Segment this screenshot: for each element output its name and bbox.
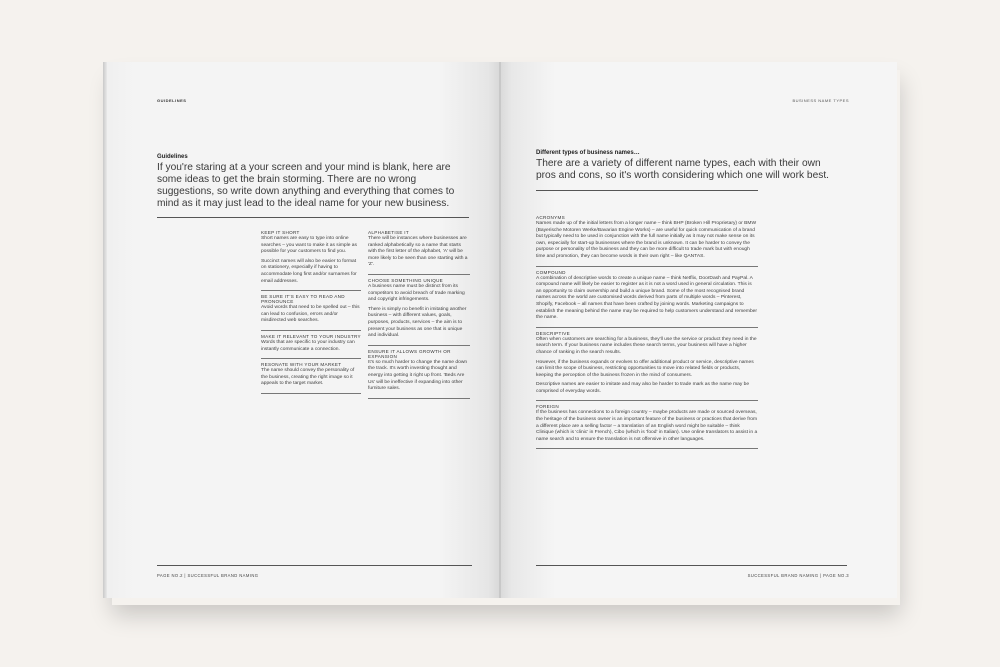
right-intro <box>536 150 836 191</box>
section-body <box>261 368 361 388</box>
section-heading: RESONATE WITH YOUR MARKET <box>261 362 342 368</box>
section-body <box>261 236 361 285</box>
section-body <box>536 337 758 396</box>
guideline-section <box>261 294 361 331</box>
guideline-section <box>261 362 361 394</box>
section-paragraph: Words that are specific to your industry can instantly communicate a connection. <box>261 339 355 352</box>
right-page <box>500 62 897 598</box>
section-heading: BE SURE IT'S EASY TO READ AND PRONOUNCE <box>261 294 345 305</box>
right-footer-rule <box>536 565 847 566</box>
right-sections <box>536 215 758 452</box>
left-lead: If you're staring at a your screen and your mind is blank, here are some ideas to get the brain storming. There are no wrong suggestions, so write down anything and everything that comes to mind as it may just lead to the ideal name for your new business. <box>157 162 455 209</box>
section-paragraph: However, if the business expands or evolves to offer additional product or service, descriptive names can limit the scope of business, restricting opportunities to move into related fields or products, keeping the perception of the business frozen in the mind of consumers. <box>536 359 754 378</box>
book-spine <box>499 62 501 598</box>
right-lead-rule <box>536 190 758 191</box>
section-paragraph: There will be instances where businesses are ranked alphabetically so a name that starts with the first letter of the alphabet, 'A' will be more likely to be seen than one starting with a 'Z'. <box>368 236 468 268</box>
guideline-section <box>536 215 758 267</box>
page-edge <box>103 62 107 598</box>
left-column-2 <box>368 230 470 402</box>
section-paragraph: A combination of descriptive words to create a unique name – think Netflix, DoorDash and PayPal. A compound name will likely be easier to register as it is not a word used in general circulation. This is an opportunity to claim ownership and build a unique brand. Some of the most recognised brand names across the world are customised words derived from parts of multiple words – Pinterest, Shopify, Facebook – all names that have been crafted by joining words. Marketing campaigns to establish the meaning behind the name may be required to help customers understand and remember the name. <box>536 275 758 321</box>
section-body <box>368 236 470 269</box>
guideline-section <box>536 404 758 449</box>
section-heading: ALPHABETISE IT <box>368 230 409 235</box>
guideline-section <box>536 270 758 328</box>
section-body <box>536 221 758 261</box>
section-heading: DESCRIPTIVE <box>536 330 570 336</box>
section-paragraph: If the business has connections to a foreign country – maybe products are made or sourced overseas, the heritage of the business owner is an important feature of the business or practices that derive from a different place are a selling factor – a translation of an English word might be suitable – think Clinique (which is 'clinic' in French), Cibo (which is 'food' in Italian). Use online translators to assist in a name search and to ensure the translation is not offensive in other languages. <box>536 410 758 442</box>
section-heading: ACRONYMS <box>536 215 565 220</box>
right-footer: SUCCESSFUL BRAND NAMING | PAGE NO.3 <box>747 573 849 578</box>
section-heading: CHOOSE SOMETHING UNIQUE <box>368 277 444 283</box>
left-section-label: Guidelines <box>157 154 188 160</box>
left-intro <box>157 154 469 218</box>
section-paragraph: Names made up of the initial letters from a longer name – think BHP (Broken Hill Proprietary) or BMW (Bayerische Motoren Werke/Bavarian Engine Works) – are useful for quick communication of a brand but typically need to be used in conjunction with the full name initially as it may not make sense on its own, especially for start-up businesses where the brand is unknown. It can be harder to convey the purpose or personality of the business and they can be more difficult to trade mark but with enough time and promotion, they can become words in their own right – like QANTAS. <box>536 221 757 259</box>
left-page <box>103 62 500 598</box>
section-paragraph: A business name must be distinct from its competitors to avoid breach of trade marking and copyright infringements. <box>368 283 465 303</box>
section-heading: MAKE IT RELEVANT TO YOUR INDUSTRY <box>261 333 361 339</box>
section-paragraph: Short names are easy to type into online searches – you want to make it as simple as possible for your customers to find you. <box>261 236 357 255</box>
section-paragraph: There is simply no benefit in imitating another business – with different values, goals, purposes, products, services – the aim is to present your business as one that is unique and individual. <box>368 306 467 339</box>
left-column-1 <box>261 230 361 397</box>
section-body <box>536 276 758 322</box>
right-lead: There are a variety of different name types, each with their own pros and cons, so it's worth considering which one will work best. <box>536 158 829 181</box>
section-paragraph: The name should convey the personality of the business, creating the right image so it appeals to the target market. <box>261 368 355 387</box>
section-body <box>261 305 361 325</box>
section-paragraph: It's so much harder to change the name down the track. It's worth investing thought and energy into getting it right up front. 'Beds Are Us' will be ineffective if expanding into other furniture sales. <box>368 359 468 392</box>
section-paragraph: Avoid words that need to be spelled out – this can lead to confusion, errors and/or misdirected web searches. <box>261 305 360 324</box>
section-body <box>368 284 470 340</box>
left-footer-rule <box>157 565 472 566</box>
section-heading: KEEP IT SHORT <box>261 230 300 235</box>
left-footer: PAGE NO.2 | SUCCESSFUL BRAND NAMING <box>157 573 259 578</box>
guideline-section <box>368 230 470 275</box>
section-paragraph: Often when customers are searching for a business, they'll use the service or product they need in the search term. If your business name includes these search terms, your business will have a higher chance of ranking in the search results. <box>536 336 757 355</box>
guideline-section <box>261 334 361 359</box>
section-body <box>368 360 470 393</box>
guideline-section <box>368 278 470 346</box>
section-paragraph: Descriptive names are easier to imitate and may also be harder to trade mark as the name may be comprised of everyday words. <box>536 382 750 394</box>
right-section-label: Different types of business names… <box>536 150 640 156</box>
guideline-section <box>261 230 361 291</box>
section-heading: COMPOUND <box>536 269 566 275</box>
section-body <box>536 410 758 443</box>
guideline-section <box>368 349 470 399</box>
guideline-section <box>536 331 758 402</box>
section-body <box>261 340 361 353</box>
left-running-head: GUIDELINES <box>157 98 187 103</box>
right-running-head: BUSINESS NAME TYPES <box>792 98 849 103</box>
section-heading: ENSURE IT ALLOWS GROWTH OR EXPANSION <box>368 348 451 359</box>
section-paragraph: Succinct names will also be easier to format on stationery, especially if having to accommodate long first and/or surnames for email addresses. <box>261 258 357 284</box>
section-heading: FOREIGN <box>536 404 560 410</box>
left-lead-rule <box>157 217 469 218</box>
